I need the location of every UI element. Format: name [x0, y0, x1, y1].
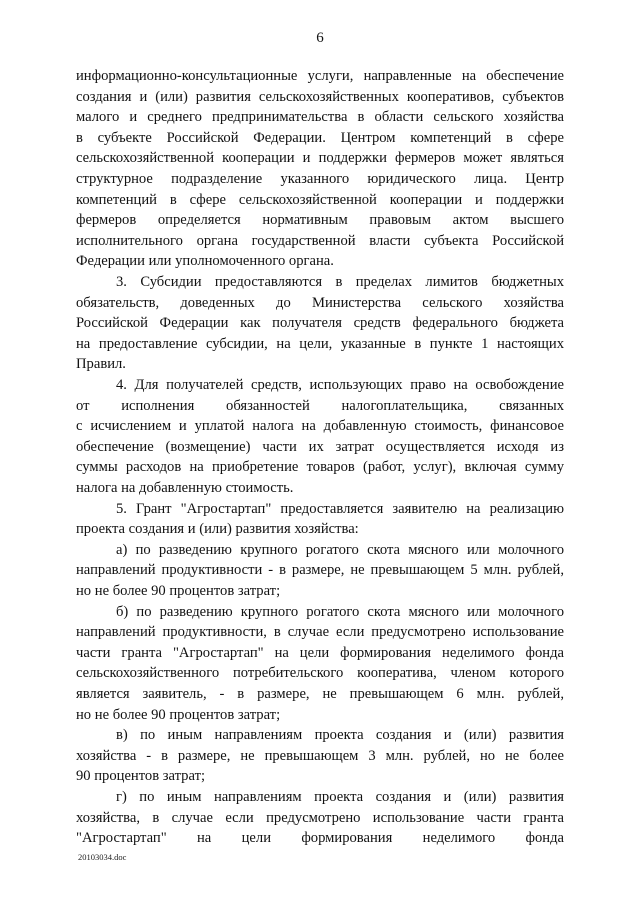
text-line: б) по разведению крупного рогатого скота мясного или молочного	[116, 603, 564, 620]
text-line: компетенций в сфере сельскохозяйственной кооперации и поддержки	[76, 191, 564, 208]
text-line: информационно-консультационные услуги, направленные на обеспечение	[76, 68, 564, 84]
text-line: суммы расходов на приобретение товаров (работ, услуг), включая сумму	[76, 459, 564, 476]
text-line: сельскохозяйственного потребительского кооператива, членом которого	[76, 665, 564, 682]
file-name-footer: 20103034.doc	[78, 852, 127, 862]
text-line: но не более 90 процентов затрат;	[76, 706, 281, 723]
text-line: в субъекте Российской Федерации. Центром компетенций в сфере	[76, 129, 564, 146]
text-line: хозяйства - в размере, не превышающем 3 млн. рублей, но не более	[76, 747, 564, 764]
text-line: в) по иным направлениям проекта создания и (или) развития	[116, 727, 564, 744]
text-line: Правил.	[76, 356, 126, 373]
text-line: 5. Грант "Агростартап" предоставляется заявителю на реализацию	[116, 500, 564, 517]
text-line: создания и (или) развития сельскохозяйственных кооперативов, субъектов	[76, 88, 564, 105]
text-line: налога на добавленную стоимость.	[76, 480, 294, 496]
text-line: с исчислением и уплатой налога на добавленную стоимость, финансовое	[76, 418, 564, 435]
text-line: малого и среднего предпринимательства в области сельского хозяйства	[76, 109, 564, 126]
text-line: хозяйства, в случае если предусмотрено использование части гранта	[76, 809, 564, 826]
text-line: обеспечение (возмещение) части их затрат осуществляется исходя из	[76, 438, 564, 455]
text-line: от исполнения обязанностей налогоплательщика, связанных	[76, 397, 564, 414]
text-line: но не более 90 процентов затрат;	[76, 583, 281, 599]
text-line: 4. Для получателей средств, использующих право на освобождение	[116, 377, 564, 393]
text-line: части гранта "Агростартап" на цели формирования неделимого фонда	[76, 644, 564, 661]
text-line: 90 процентов затрат;	[76, 768, 206, 785]
text-line: на предоставление субсидии, на цели, указанные в пункте 1 настоящих	[76, 335, 564, 352]
text-line: проекта создания и (или) развития хозяйства:	[76, 521, 359, 538]
text-line: является заявитель, - в размере, не превышающем 6 млн. рублей,	[76, 686, 564, 702]
text-line: Федерации или уполномоченного органа.	[76, 253, 334, 270]
text-line: направлений продуктивности, в случае если предусмотрено использование	[76, 624, 564, 641]
text-line: обязательств, доведенных до Министерства сельского хозяйства	[76, 294, 564, 311]
text-line: сельскохозяйственной кооперации и поддержки фермеров может являться	[76, 150, 564, 167]
text-line: 3. Субсидии предоставляются в пределах лимитов бюджетных	[116, 274, 564, 290]
page-number: 6	[316, 30, 324, 46]
text-line: структурное подразделение указанного юридического лица. Центр	[76, 171, 564, 187]
text-line: исполнительного органа государственной власти субъекта Российской	[76, 232, 564, 249]
text-line: Российской Федерации как получателя средств федерального бюджета	[76, 315, 564, 332]
text-line: направлений продуктивности - в размере, не превышающем 5 млн. рублей,	[76, 562, 564, 579]
text-line: фермеров определяется нормативным правовым актом высшего	[76, 212, 564, 229]
text-line: "Агростартап" на цели формирования неделимого фонда	[76, 830, 564, 847]
text-line: г) по иным направлениям проекта создания и (или) развития	[116, 789, 564, 805]
text-line: а) по разведению крупного рогатого скота мясного или молочного	[116, 541, 564, 558]
